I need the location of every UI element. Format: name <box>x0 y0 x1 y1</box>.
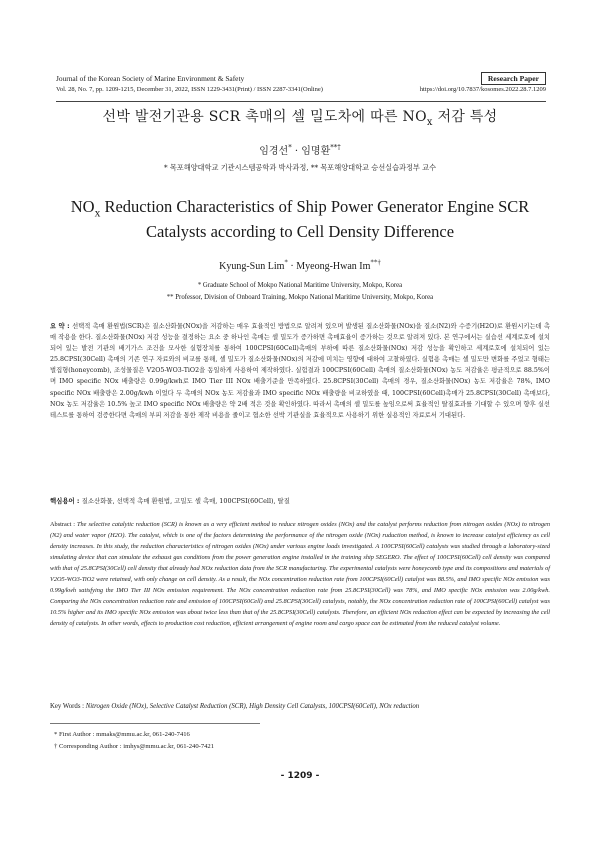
english-title <box>40 194 560 244</box>
korean-keywords-text: 질소산화물, 선택적 촉매 환원법, 고밀도 셀 촉매, 100CPSI(60Cell), 탈질 <box>81 497 290 505</box>
footnote-rule <box>50 723 260 724</box>
doi-link[interactable]: https://doi.org/10.7837/kosomes.2022.28.7.1209 <box>419 86 546 93</box>
korean-authors: 임경선* · 임명환**† <box>259 143 341 157</box>
journal-header <box>56 74 546 95</box>
corresponding-author-footnote: † Corresponding Author : imhys@mmu.ac.kr, 061-240-7421 <box>54 743 215 750</box>
english-title-line2: Catalysts according to Cell Density Difference <box>145 222 455 241</box>
english-abstract-label: Abstract : <box>50 521 78 528</box>
korean-affiliation: * 목포해양대학교 기관시스템공학과 박사과정, ** 목포해양대학교 승선실습과정부 교수 <box>163 163 437 172</box>
english-affiliation <box>40 280 560 303</box>
english-title-line1: $NO_x$ Reduction Characteristics of Ship Power Generator Engine SCR <box>70 197 530 220</box>
volume-info: Vol. 28, No. 7, pp. 1209-1215, December 31, 2022, ISSN 1229-3431(Print) / ISSN 2287-3341(Online) <box>56 86 323 93</box>
korean-title: 선박 발전기관용 SCR 촉매의 셀 밀도차에 따른 $NO_x$ 저감 특성 <box>102 109 498 128</box>
english-keywords-label: Key Words : <box>50 703 86 710</box>
korean-abstract <box>50 321 550 421</box>
header-rule <box>56 101 546 102</box>
korean-abstract-text: 선택적 촉매 환원법(SCR)은 질소산화물(NOx)을 저감하는 매우 효율적인 방법으로 알려져 있으며 발생된 질소산화물(NOx)을 질소(N2)와 수증기(H2O)로 환원시키는데 촉매 작용을 한다. 질소산화물(NOx) 저감 성능을 결정하는 요소 중 하나인 촉매는 셀 밀도가 증가하면 촉매효율이 증가하는 것으로 알려져 있다. 본 연구에서는 실습선 세계로호에 설치되어 있는 발전 기관의 배기가스 조건을 모사한 실험장치를 통하여 100CPSI(60Cell)촉매의 부하에 따른 질소산화물(NOx) 저감 성능을 확인하고 세계로호에 설치되어 있는 25.8CPSI(30Cell) 촉매의 기존 연구 자료와의 비교를 통해, 셀 밀도가 질소산화물(NOx)의 저감에 미치는 영향에 대하여 고찰하였다. 실험용 촉매는 셀 밀도만 변화를 주었고 형태는 벌집형(honeycomb), 조성물질은 V2O5-WO3-TiO2을 동일하게 사용하여 제작하였다. 실험결과 100CPSI(60Cell) 촉매의 질소산화물(NOx) 농도 저감율은 평균적으로 88.5%이며 IMO specific NOx 배출량은 0.99g/kwh로 IMO Tier III NOx 배출기준을 만족하였다. 25.8CPSI(30Cell) 촉매의 경우, 질소산화물(NOx) 농도 저감율은 78%, IMO specific NOx 배출량은 2.00g/kwh 이었다 두 촉매의 NOx 농도 저감율과 IMO specific NOx 배출량을 비교하였을 때, 100CPSI(60Cell)촉매가 25.8CPSI(30Cell) 촉매보다, NOx 농도 저감율은 10.5% 높고 IMO specific NOx 배출량은 약 2배 적은 것을 확인하였다. 따라서 촉매의 셀 밀도를 높임으로써 효율적인 탈질효과를 기대할 수 있으며 향후 실선 테스트를 통하여 검증한다면 촉매의 부피 저감을 통한 제작 비용을 줄이고 협소한 선박 기관실을 효율적으로 사용하기 위한 실용적인 자료로서 기대된다. <box>50 323 551 419</box>
page-number: - 1209 - <box>280 771 320 781</box>
english-keywords <box>50 702 550 712</box>
english-affiliation-1: * Graduate School of Mokpo National Maritime University, Mokpo, Korea <box>197 282 403 289</box>
first-author-footnote: * First Author : mmaks@mmu.ac.kr, 061-240-7416 <box>54 731 190 738</box>
article-type-badge: Research Paper <box>481 72 546 85</box>
korean-keywords <box>50 496 550 506</box>
english-abstract <box>50 519 550 629</box>
english-authors: Kyung-Sun Lim* · Myeong-Hwan Im**† <box>219 258 381 272</box>
korean-keywords-label: 핵심용어 : <box>50 497 82 505</box>
english-keywords-text: Nitrogen Oxide (NOx), Selective Catalyst Reduction (SCR), High Density Cell Catalysts, 100CPSI(60Cell), NOx reduction <box>85 703 420 710</box>
journal-info-line <box>56 85 546 95</box>
journal-name: Journal of the Korean Society of Marine Environment & Safety <box>56 74 245 83</box>
english-abstract-text: The selective catalytic reduction (SCR) is known as a very efficient method to reduce nitrogen oxides (NOx) and the catalyst performs reduction from nitrogen oxides (NOx) to nitrogen (N2) and water vapor (H2O). The catalyst, which is one of the factors determining the performance of the nitrogen oxide (NOx) ruduction method, is known to increase catalyst efficiency as cell density increases. In this study, the reduction characteristics of nitrogen oxides (NOx) under various engine loads investigated. A 100CPSI(60Cell) catalysts was studied through a laboratory-sized simulating device that can simulate the exhaust gas conditions from the power generation engine installed in the training ship SEGERO. The effect of 100CPSI(60Cell) cell density was compared with that of 25.8CPSI(30Cell) cell density that already had NOx reduction data from the SCR manufacturing. The experimental catalysts were honeycomb type and its compositions and materials of V2O5-WO3-TiO2 were retained, with only change on cell density. As a result, the NOx concentration reduction rate from 100CPSI(60Cell) catalyst was 88.5%, and IMO specific NOx emission was 0.99g/kwh satisfying the IMO Tier III NOx emission requirement. The NOx concentration reduction rate from 25.8CPSI(30Cell) was 78%, and IMO specific NOx emission was 2.00g/kwh. Comparing the NOx concentration reduction rate and emission of 100CPSI(60Cell) and 25.8CPSI(30Cell) catalysts, notably, the NOx concentration reduction rate of 100CPSI(60Cell) catalyst was 10.5% higher and its IMO specific NOx emission was about twice less than that of the 25.8CPSI(30Cell) catalysts. Therefore, an efficient NOx reduction effect can be expected by increasing the cell density of catalysts. In other words, effects to production cost reduction, efficient arrangement of engine room and cargo space can be estimated from the reduced catalyst volume. <box>50 521 551 628</box>
english-affiliation-2: ** Professor, Division of Onboard Training, Mokpo National Maritime University, Mokpo, Korea <box>166 293 434 301</box>
korean-abstract-label: 요 약 : <box>50 323 73 330</box>
